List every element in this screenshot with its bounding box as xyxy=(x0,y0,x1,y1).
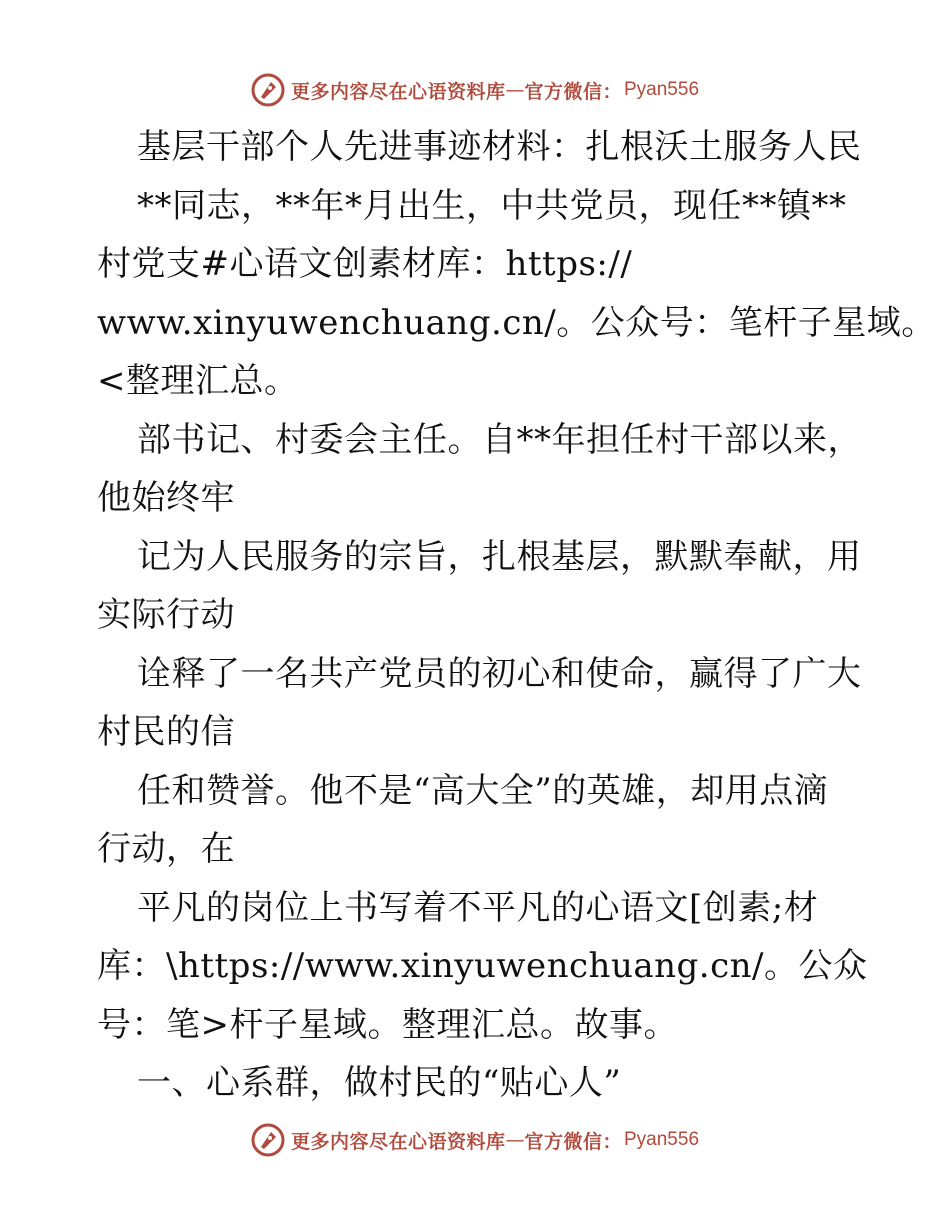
paragraph-line: www.xinyuwenchuang.cn/。公众号：笔杆子星域。 xyxy=(97,302,936,343)
section-heading: 一、心系群，做村民的“贴心人” xyxy=(137,1063,622,1103)
footer-watermark-banner xyxy=(0,1120,950,1160)
paragraph-line: 库：\https://www.xinyuwenchuang.cn/。公众 xyxy=(97,946,868,986)
paragraph-line: **同志，**年*月出生，中共党员，现任**镇** xyxy=(137,185,847,226)
footer-banner-separator: — xyxy=(505,1129,525,1151)
pen-nib-logo-icon xyxy=(251,1123,285,1157)
footer-banner-id: Pyan556 xyxy=(624,1129,700,1150)
document-title: 基层干部个人先进事迹材料：扎根沃土服务人民 xyxy=(137,127,862,167)
paragraph-line: 部书记、村委会主任。自**年担任村干部以来， xyxy=(137,419,862,460)
footer-banner-contact: 官方微信： xyxy=(524,1130,622,1153)
paragraph-line: 实际行动 xyxy=(97,595,235,635)
paragraph-line: <整理汇总。 xyxy=(97,361,299,401)
document-body xyxy=(97,118,936,1113)
paragraph-line: 村党支#心语文创素材库：https:// xyxy=(97,244,633,284)
header-banner-contact: 官方微信： xyxy=(524,80,622,103)
paragraph-line: 行动，在 xyxy=(97,829,235,869)
paragraph-line: 他始终牢 xyxy=(97,478,235,518)
pen-nib-logo-icon xyxy=(251,73,285,107)
paragraph-line: 任和赞誉。他不是“高大全”的英雄，却用点滴 xyxy=(137,770,829,811)
header-banner-separator: — xyxy=(505,79,525,101)
header-banner-id: Pyan556 xyxy=(624,79,700,100)
paragraph-line: 记为人民服务的宗旨，扎根基层，默默奉献，用 xyxy=(137,536,862,577)
footer-banner-text: 更多内容尽在心语资料库 xyxy=(290,1130,506,1153)
paragraph-line: 诠释了一名共产党员的初心和使命，赢得了广大 xyxy=(137,653,862,694)
header-watermark-banner xyxy=(0,70,950,110)
paragraph-line: 平凡的岗位上书写着不平凡的心语文[创素;材 xyxy=(137,887,819,928)
paragraph-line: 村民的信 xyxy=(97,712,235,752)
paragraph-line: 号：笔>杆子星域。整理汇总。故事。 xyxy=(97,1004,678,1045)
header-banner-text: 更多内容尽在心语资料库 xyxy=(290,80,506,103)
